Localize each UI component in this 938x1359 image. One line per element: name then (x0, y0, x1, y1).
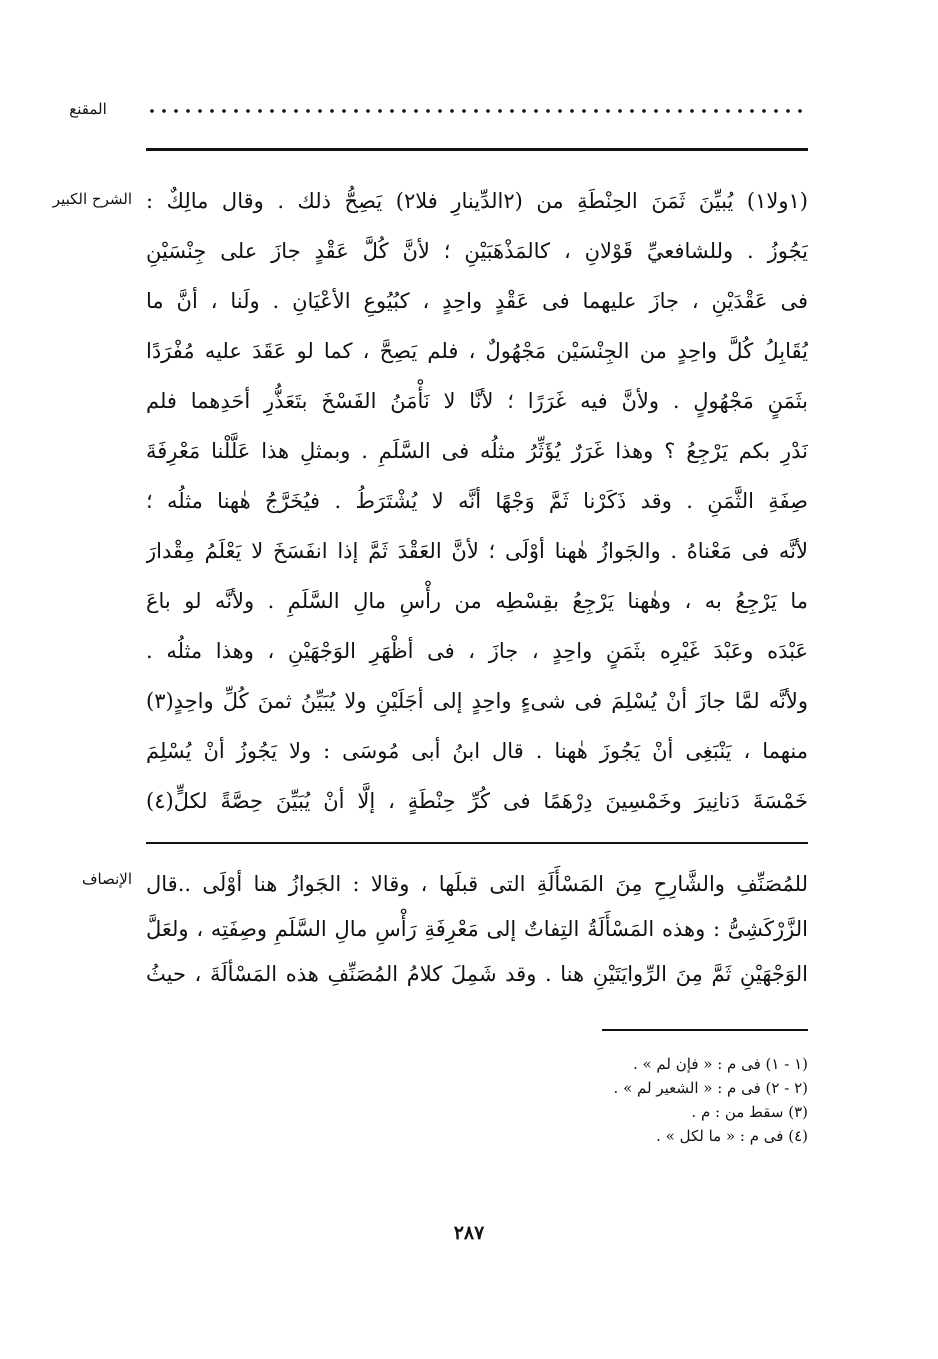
footnotes (400, 1052, 808, 1148)
header-dotted-line (146, 104, 806, 118)
text-line: خَمْسَةَ دَنانِيرَ وخَمْسِينَ دِرْهَمًا فى كُرِّ حِنْطَةٍ ، إلَّا أنْ يُبَيِّنَ حِصَّةً لكلٍّ(٤) (146, 789, 808, 813)
section-label-insaf: الإنصاف (81, 870, 132, 888)
text-line: لأنَّه فى مَعْناهُ . والجَوازُ هٰهنا أوْلَى ؛ لأنَّ العَقْدَ ثَمَّ إذا انفَسَخَ لا يَعْلَمُ مِقْدارَ (146, 539, 808, 563)
page-number: ٢٨٧ (453, 1222, 485, 1244)
header-rule (146, 148, 808, 151)
text-line: منهما ، يَنْبَغِى أنْ يَجُوزَ هٰهنا . قال ابنُ أبى مُوسَى : ولا يَجُوزُ أنْ يُسْلِمَ (146, 739, 808, 763)
running-title: المقنع (69, 100, 107, 118)
text-line: للمُصَنِّفِ والشَّارِحِ مِنَ المَسْأَلَةِ التى قبلَها ، وقالا : الجَوازُ هنا أوْلَى ..قال (146, 872, 808, 896)
text-line: ما يَرْجِعُ به ، وهٰهنا يَرْجِعُ بقِسْطِه من رأْسِ مالِ السَّلَمِ . ولأنَّه لو باعَ (146, 589, 808, 613)
text-line: عَبْدَه وعَبْدَ غَيْرِه بثَمَنٍ واحِدٍ ، جازَ ، فى أظْهَرِ الوَجْهَيْنِ ، وهذا مثلُه . (146, 639, 808, 663)
footnote: (٤) فى م : « ما لكل » . (656, 1127, 808, 1145)
text-line: يَجُوزُ . وللشافعيِّ قَوْلانِ ، كالمَذْهَبَيْنِ ؛ لأنَّ كُلَّ عَقْدٍ جازَ على جِنْسَيْنِ (146, 239, 808, 263)
text-line: ولأنَّه لمَّا جازَ أنْ يُسْلِمَ فى شىءٍ واحِدٍ إلى أجَلَيْنِ ولا يُبَيِّنُ ثمنَ كُلِّ واحِدٍ(٣) (146, 689, 808, 713)
footnote: (٣) سقط من : م . (691, 1103, 808, 1121)
text-line: يُقَابِلُ كُلَّ واحِدٍ من الجِنْسَيْن مَجْهُولٌ ، فلم يَصِحَّ ، كما لو عَقَدَ عليه مُفْرَدًا (146, 339, 808, 363)
footnote: (١ - ١) فى م : « فإن لم » . (632, 1055, 808, 1073)
text-line: بثَمَنٍ مَجْهُولٍ . ولأنَّ فيه غَرَرًا ؛ لأنَّا لا نَأْمَنُ الفَسْخَ بتَعَذُّرِ أحَدِهما فلم (146, 389, 808, 413)
text-line: نَدْرِ بكم يَرْجِعُ ؟ وهذا غَرَرٌ يُؤَثِّرُ مثلُه فى السَّلَمِ . وبمثلِ هذا عَلَّلْنا مَعْرِفَةَ (146, 439, 808, 463)
text-line: فى عَقْدَيْنِ ، جازَ عليهما فى عَقْدٍ واحِدٍ ، كبُيُوعِ الأعْيَانِ . ولَنا ، أنَّ ما (146, 289, 808, 313)
section-label-sharh: الشرح الكبير (52, 190, 132, 208)
footnote: (٢ - ٢) فى م : « الشعير لم » . (613, 1079, 808, 1097)
footnote-rule (602, 1029, 808, 1031)
text-line: صِفَةِ الثَّمَنِ . وقد ذَكَرْنا ثَمَّ وَجْهًا أنَّه لا يُشْتَرَطُ . فيُخَرَّجُ هٰهنا مثلُه ؛ (146, 489, 808, 513)
sharh-text-block (146, 176, 808, 826)
text-line: الوَجْهَيْنِ ثَمَّ مِنَ الرِّوايَتَيْنِ هنا . وقد شَمِلَ كلامُ المُصَنِّفِ هذه المَسْألَةَ ، حيثُ (146, 962, 808, 986)
insaf-text-block (146, 862, 808, 997)
text-line: (١ولا١) يُبيِّنَ ثَمَنَ الحِنْطَةِ من (٢الدِّينارِ فلا٢) يَصِحُّ ذلك . وقال مالِكٌ : (146, 189, 808, 213)
section-divider (146, 842, 808, 844)
text-line: الزَّرْكَشِىُّ : وهذه المَسْأَلَةُ التِفاتٌ إلى مَعْرِفَةِ رَأْسِ مالِ السَّلَمِ وصِفَتِه ، ولعَلَّ (146, 917, 808, 941)
